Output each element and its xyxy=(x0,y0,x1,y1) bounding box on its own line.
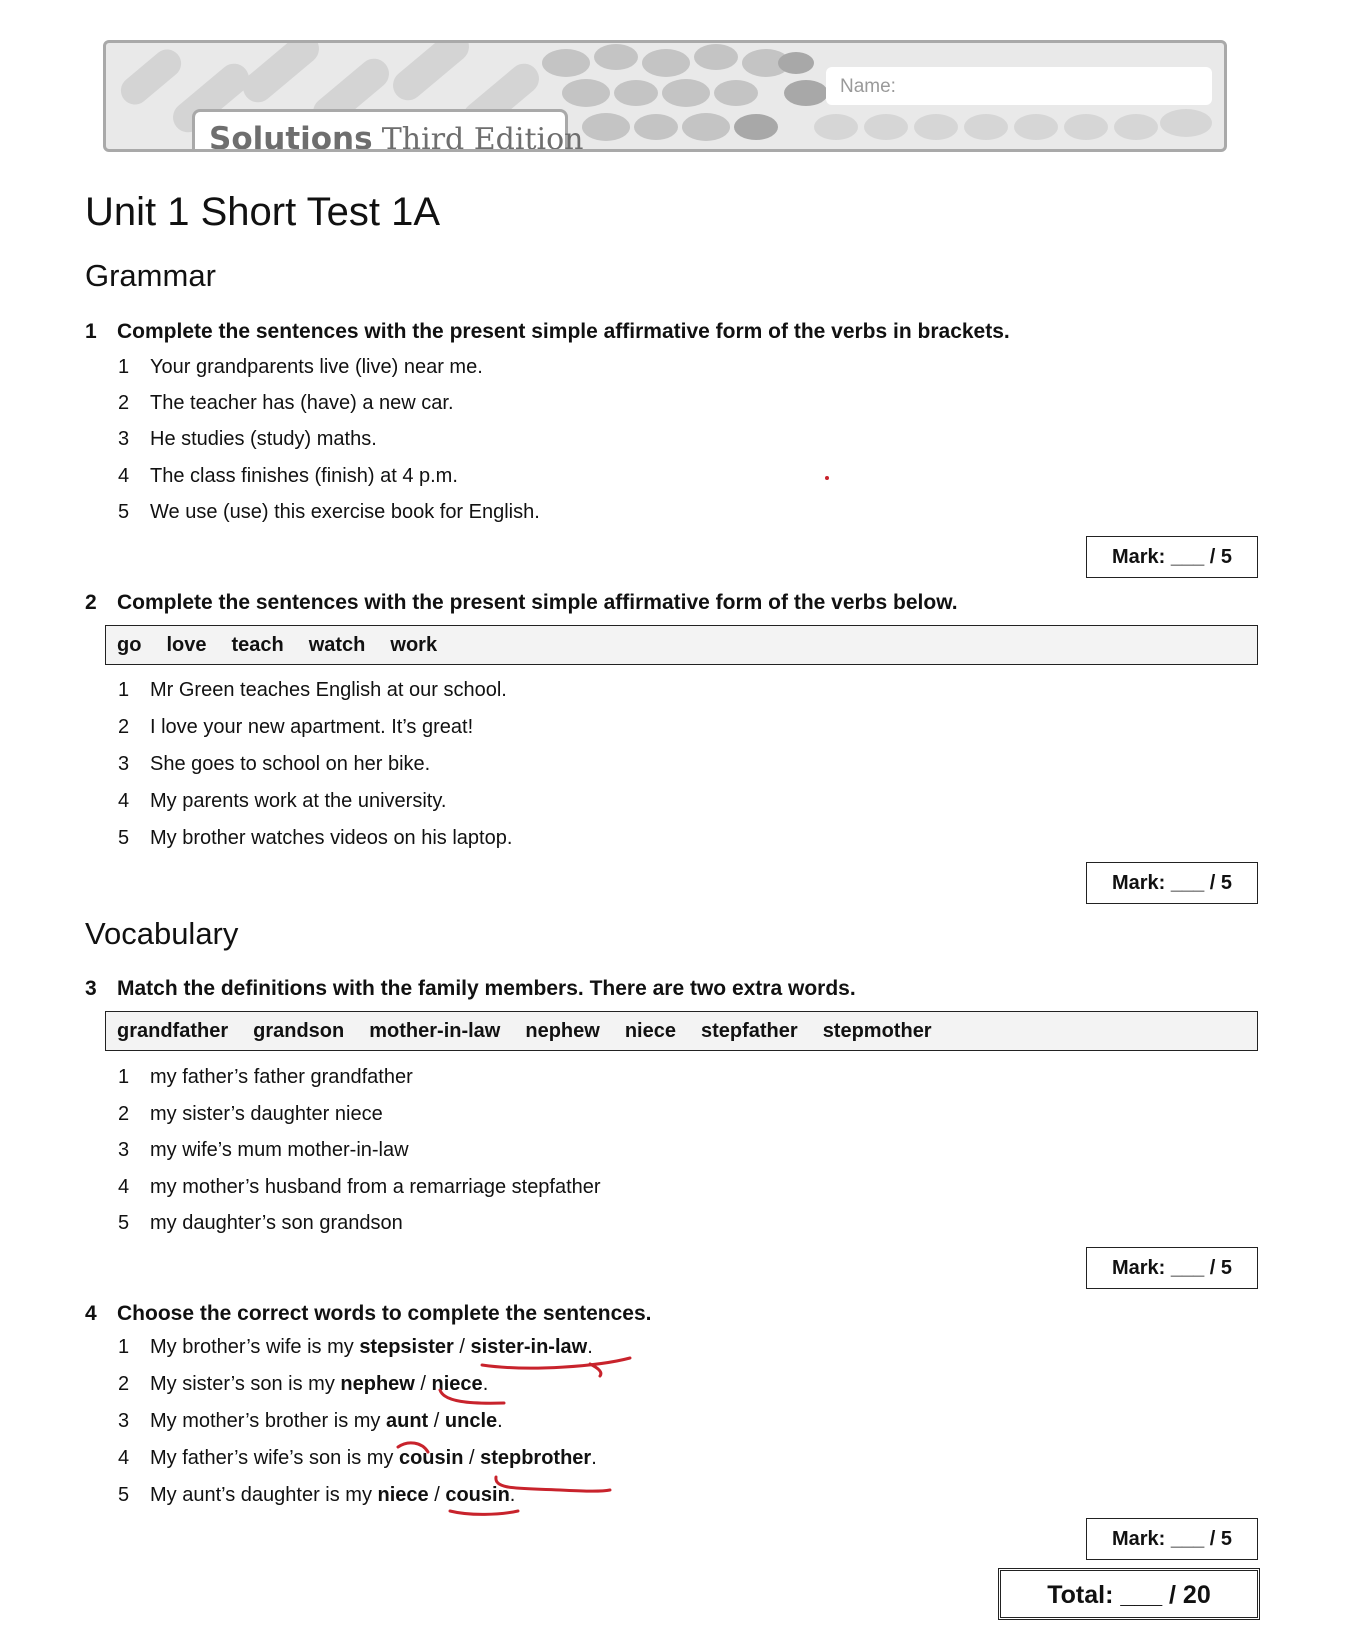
q4-item-text xyxy=(150,1410,503,1433)
page-title: Unit 1 Short Test 1A xyxy=(85,190,440,234)
q2-item-number: 5 xyxy=(118,827,130,849)
q2-item-text: My parents work at the university. xyxy=(150,790,447,812)
q3-item-text: my wife’s mum mother-in-law xyxy=(150,1139,409,1161)
q3-item-text: my father’s father grandfather xyxy=(150,1066,413,1088)
ink-underline xyxy=(482,1358,630,1376)
q1-item-number: 2 xyxy=(118,392,130,414)
q3-number: 3 xyxy=(85,977,97,1000)
q4-item-prefix: My sister’s son is my xyxy=(150,1373,341,1395)
q4-option-b[interactable]: stepbrother xyxy=(480,1447,592,1469)
q2-item-number: 4 xyxy=(118,790,130,812)
q3-item-number: 4 xyxy=(118,1176,130,1198)
q1-mark-box: Mark: ___ / 5 xyxy=(1086,536,1258,578)
q1-instruction: Complete the sentences with the present simple affirmative form of the verbs in brackets. xyxy=(117,320,1010,343)
word-chip: watch xyxy=(308,634,366,656)
q4-separator: / xyxy=(428,1484,446,1506)
q4-item-number: 3 xyxy=(118,1410,130,1432)
q4-item-suffix: . xyxy=(587,1336,593,1358)
word-chip: teach xyxy=(231,634,284,656)
q3-mark-box: Mark: ___ / 5 xyxy=(1086,1247,1258,1289)
word-chip: work xyxy=(390,634,438,656)
word-chip: niece xyxy=(624,1020,676,1042)
q4-item-suffix: . xyxy=(482,1373,489,1395)
q2-item-number: 3 xyxy=(118,753,130,775)
ink-dot xyxy=(825,476,829,480)
q1-item-text: He studies (study) maths. xyxy=(150,428,377,450)
word-chip: love xyxy=(166,634,207,656)
q4-item-text xyxy=(150,1447,597,1470)
word-chip: grandfather xyxy=(117,1020,229,1042)
q3-item-text: my sister’s daughter niece xyxy=(150,1103,383,1125)
q4-option-b[interactable]: cousin xyxy=(445,1484,510,1506)
q3-instruction: Match the definitions with the family members. There are two extra words. xyxy=(117,977,856,1000)
q4-mark-box: Mark: ___ / 5 xyxy=(1086,1518,1258,1560)
q4-option-a[interactable]: nephew xyxy=(340,1373,415,1395)
q3-item-number: 3 xyxy=(118,1139,130,1161)
section-grammar: Grammar xyxy=(85,258,216,293)
q2-item-number: 1 xyxy=(118,679,130,701)
q4-item-text xyxy=(150,1484,515,1507)
q2-item-number: 2 xyxy=(118,716,130,738)
q4-option-b[interactable]: sister-in-law xyxy=(470,1336,588,1358)
brand-name: Solutions xyxy=(209,121,373,152)
q2-word-box xyxy=(105,625,1258,665)
q1-number: 1 xyxy=(85,320,97,343)
q1-item-text: Your grandparents live (live) near me. xyxy=(150,356,483,378)
q3-item-number: 5 xyxy=(118,1212,130,1234)
ink-underline xyxy=(450,1511,518,1514)
name-field[interactable] xyxy=(826,67,1212,105)
q4-option-a[interactable]: aunt xyxy=(386,1410,429,1432)
word-chip: grandson xyxy=(253,1020,345,1042)
section-vocabulary: Vocabulary xyxy=(85,916,239,951)
q1-item-number: 1 xyxy=(118,356,130,378)
word-chip: go xyxy=(117,634,142,656)
total-box: Total: ___ / 20 xyxy=(998,1568,1260,1620)
name-label: Name: xyxy=(840,76,896,97)
q4-option-b[interactable]: uncle xyxy=(444,1410,498,1432)
q4-separator: / xyxy=(428,1410,445,1432)
q3-word-box xyxy=(105,1011,1258,1051)
word-chip: stepfather xyxy=(700,1020,798,1042)
q2-item-text: Mr Green teaches English at our school. xyxy=(150,679,507,701)
q1-item-text: We use (use) this exercise book for English. xyxy=(150,501,540,523)
q4-item-number: 4 xyxy=(118,1447,130,1469)
q2-item-text: My brother watches videos on his laptop. xyxy=(150,827,513,849)
q4-item-prefix: My mother’s brother is my xyxy=(150,1410,386,1432)
q4-item-number: 5 xyxy=(118,1484,130,1506)
q3-item-text: my mother’s husband from a remarriage stepfather xyxy=(150,1176,601,1198)
q1-item-text: The teacher has (have) a new car. xyxy=(150,392,454,414)
q4-item-suffix: . xyxy=(497,1410,503,1432)
q2-item-text: She goes to school on her bike. xyxy=(150,753,431,775)
q2-item-text: I love your new apartment. It’s great! xyxy=(150,716,474,738)
q4-item-suffix: . xyxy=(509,1484,516,1506)
q4-item-text xyxy=(150,1373,488,1396)
q4-item-suffix: . xyxy=(591,1447,597,1469)
q4-separator: / xyxy=(463,1447,481,1469)
q4-item-prefix: My father’s wife’s son is my xyxy=(150,1447,399,1469)
header-banner xyxy=(103,40,1227,152)
q4-item-number: 1 xyxy=(118,1336,130,1358)
q2-instruction: Complete the sentences with the present simple affirmative form of the verbs below. xyxy=(117,591,958,614)
q4-instruction: Choose the correct words to complete the sentences. xyxy=(117,1302,652,1325)
brand-tab xyxy=(192,109,584,152)
word-chip: stepmother xyxy=(822,1020,932,1042)
q4-option-a[interactable]: stepsister xyxy=(359,1336,454,1358)
brand-logo xyxy=(209,119,584,152)
q4-separator: / xyxy=(414,1373,432,1395)
q2-mark-box: Mark: ___ / 5 xyxy=(1086,862,1258,904)
q1-item-number: 5 xyxy=(118,501,130,523)
q3-item-number: 2 xyxy=(118,1103,130,1125)
q1-item-number: 4 xyxy=(118,465,130,487)
word-chip: nephew xyxy=(525,1020,600,1042)
q3-item-text: my daughter’s son grandson xyxy=(150,1212,403,1234)
q2-number: 2 xyxy=(85,591,97,614)
q4-option-a[interactable]: cousin xyxy=(398,1447,464,1469)
q1-item-text: The class finishes (finish) at 4 p.m. xyxy=(150,465,458,487)
brand-edition: Third Edition xyxy=(381,122,584,152)
q4-item-prefix: My brother’s wife is my xyxy=(150,1336,360,1358)
q4-option-a[interactable]: niece xyxy=(377,1484,429,1506)
q1-item-number: 3 xyxy=(118,428,130,450)
q4-item-prefix: My aunt’s daughter is my xyxy=(150,1484,378,1506)
q3-item-number: 1 xyxy=(118,1066,130,1088)
q4-item-number: 2 xyxy=(118,1373,130,1395)
word-chip: mother-in-law xyxy=(369,1020,501,1042)
q4-option-b[interactable]: niece xyxy=(431,1373,483,1395)
q4-number: 4 xyxy=(85,1302,97,1325)
q4-item-text xyxy=(150,1336,593,1359)
q4-separator: / xyxy=(453,1336,471,1358)
